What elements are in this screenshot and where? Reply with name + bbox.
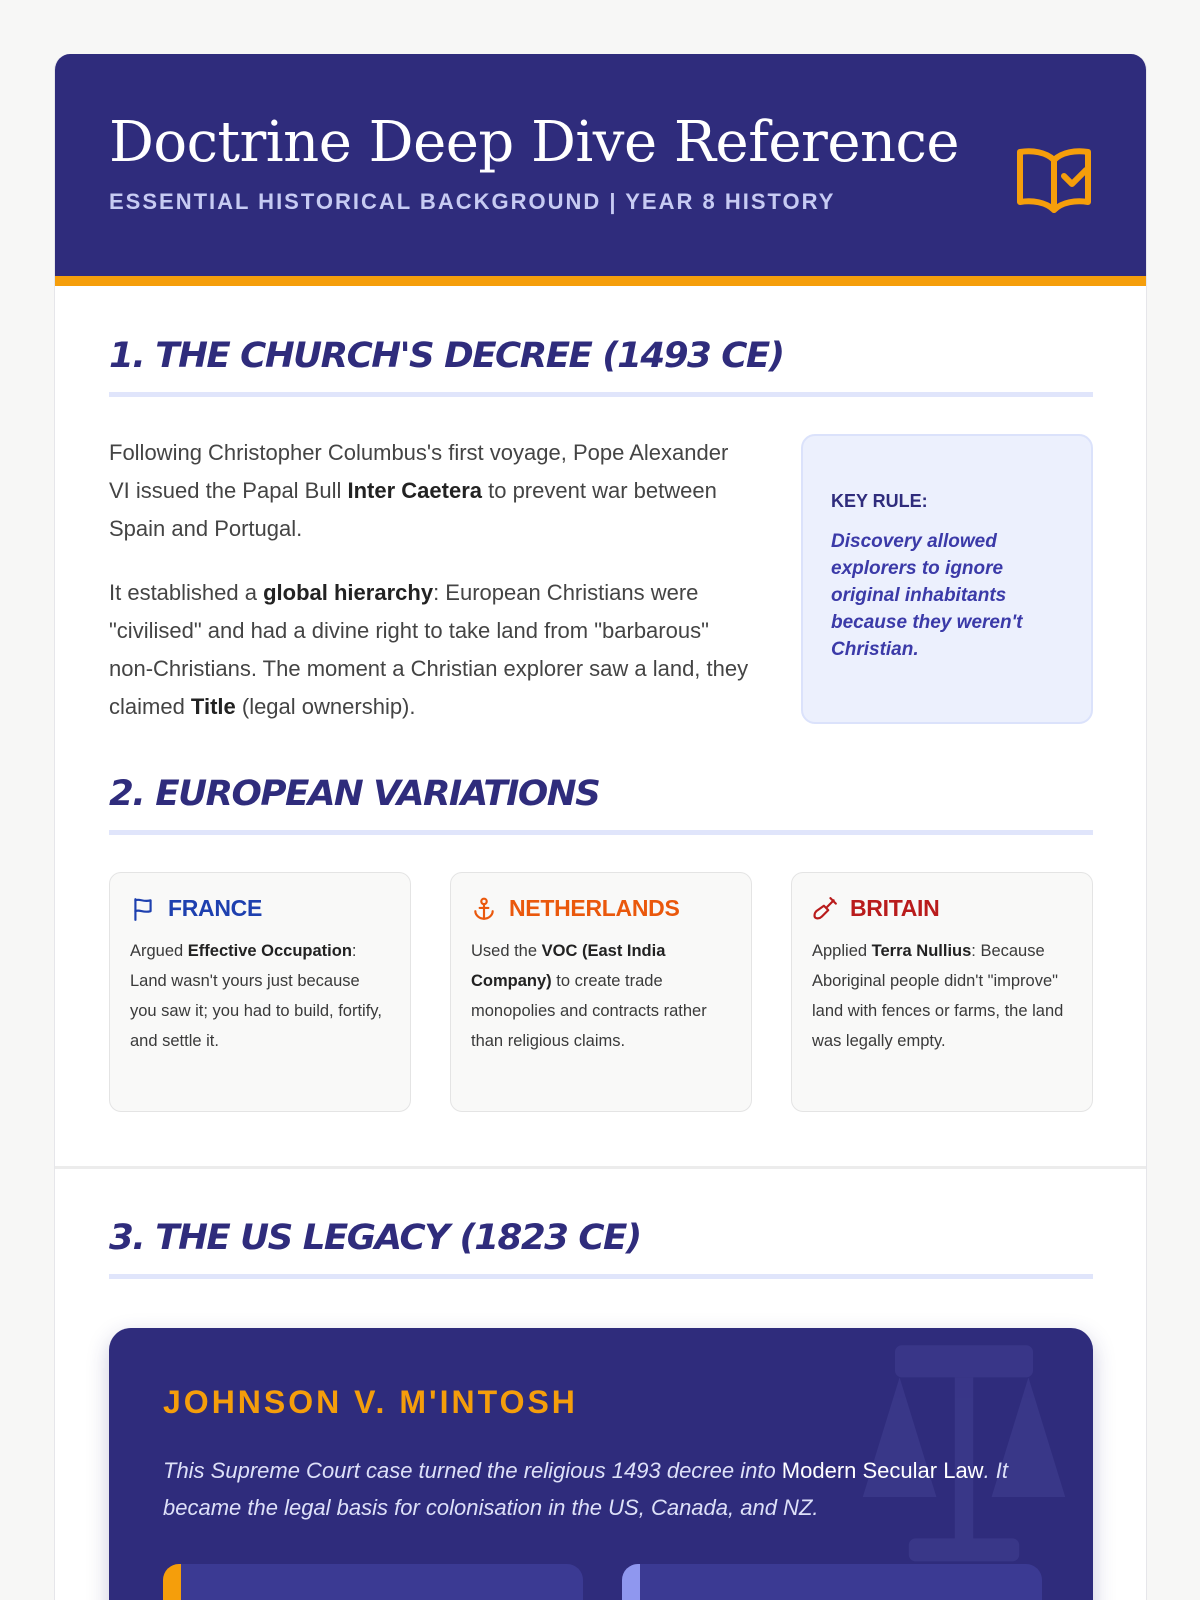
paragraph-inter-caetera: Following Christopher Columbus's first voyage, Pope Alexander VI issued the Papal Bull Inter Caetera to prevent war between Spain and Portugal. [109, 440, 729, 541]
section-separator [55, 1166, 1146, 1169]
case-description: This Supreme Court case turned the religious 1493 decree into Modern Secular Law. It became the legal basis for colonisation in the US, Canada, and NZ. [163, 1458, 1009, 1520]
variation-text: Used the VOC (East India Company) to create trade monopolies and contracts rather than religious claims. [471, 942, 707, 1050]
section-divider [109, 392, 1093, 397]
legacy-subcard [163, 1564, 583, 1600]
variation-text: Applied Terra Nullius: Because Aboriginal people didn't "improve" land with fences or farms, the land was legally empty. [812, 942, 1064, 1050]
shovel-icon [812, 896, 838, 922]
reference-card [54, 54, 1147, 1600]
section-title-european-variations: 2. EUROPEAN VARIATIONS [109, 774, 600, 814]
variation-name: BRITAIN [850, 895, 940, 921]
variation-card-netherlands [450, 872, 752, 1112]
section-divider [109, 1274, 1093, 1279]
section-divider [109, 830, 1093, 835]
variations-grid [109, 872, 1093, 1112]
variation-card-britain [791, 872, 1093, 1112]
flag-icon [130, 896, 156, 922]
variation-name: FRANCE [168, 895, 263, 921]
header-banner [55, 54, 1146, 286]
page-subtitle: ESSENTIAL HISTORICAL BACKGROUND | YEAR 8 HISTORY [109, 189, 836, 214]
section-title-church-decree: 1. THE CHURCH'S DECREE (1493 CE) [109, 336, 784, 376]
legacy-subcard [622, 1564, 1042, 1600]
anchor-icon [471, 896, 497, 922]
key-rule-text: Discovery allowed explorers to ignore original inhabitants because they weren't Christian. [831, 531, 1023, 660]
variation-name: NETHERLANDS [509, 895, 680, 921]
key-rule-callout [801, 434, 1093, 724]
case-title: JOHNSON V. M'INTOSH [163, 1384, 578, 1420]
key-rule-label: KEY RULE: [831, 491, 928, 511]
section-title-us-legacy: 3. THE US LEGACY (1823 CE) [109, 1218, 641, 1258]
case-highlight-panel [109, 1328, 1093, 1600]
variation-text: Argued Effective Occupation: Land wasn't yours just because you saw it; you had to build, fortify, and settle it. [130, 942, 382, 1050]
variation-card-france [109, 872, 411, 1112]
page-title: Doctrine Deep Dive Reference [109, 110, 960, 175]
book-check-icon [1016, 146, 1092, 216]
paragraph-global-hierarchy: It established a global hierarchy: European Christians were "civilised" and had a divine right to take land from "barbarous" non-Christians. The moment a Christian explorer saw a land, they claimed Title (legal ownership). [109, 580, 749, 719]
gavel-icon [849, 1336, 1079, 1566]
